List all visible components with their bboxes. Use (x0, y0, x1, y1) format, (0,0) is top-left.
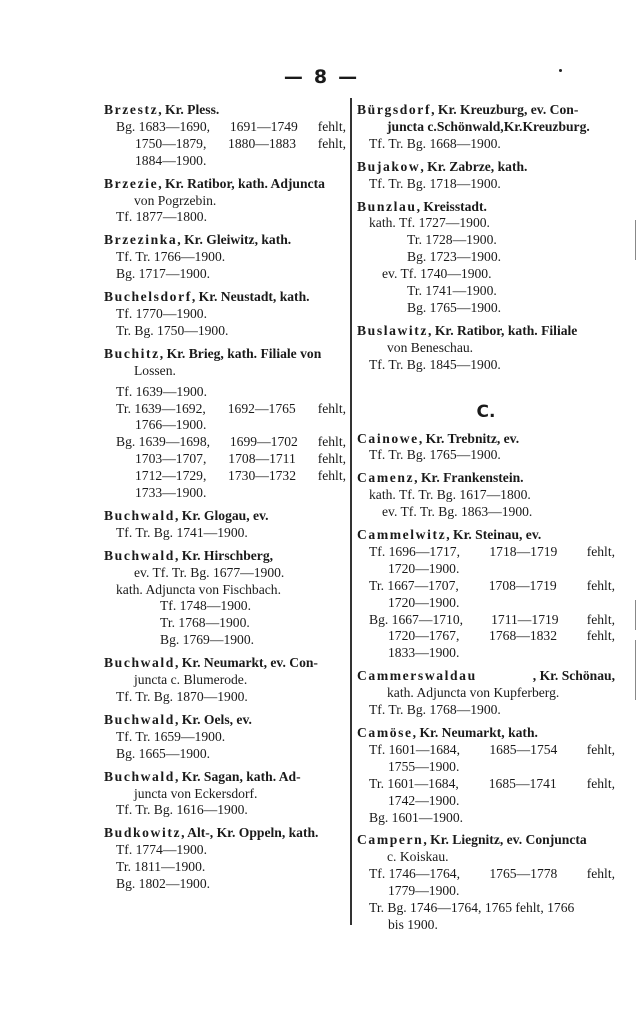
record-line: Tr. 1741—1900. (407, 283, 497, 299)
place-name: Brzestz (104, 102, 159, 117)
place-details: , Kr. Zabrze, kath. (420, 158, 528, 174)
place-details: , Kreisstadt. (416, 198, 487, 214)
place-details: , Kr. Gleiwitz, kath. (177, 232, 292, 248)
entry-buchwald-neumarkt (104, 655, 346, 706)
record-line: Bg. 1639—1698, 1699—1702 fehlt, (116, 434, 346, 450)
record-line: Tf. Tr. 1766—1900. (116, 249, 226, 265)
place-details: , Kr. Neumarkt, ev. Con- (174, 655, 318, 671)
record-line: bis 1900. (388, 916, 438, 932)
record-line: Tf. 1639—1900. (116, 383, 207, 399)
place-name: Camenz (357, 470, 415, 486)
entry-heading (104, 548, 346, 565)
entry-campern (357, 832, 615, 933)
entry-heading (104, 655, 346, 672)
record-line: Bg. 1802—1900. (116, 876, 211, 892)
entry-cainowe (357, 431, 615, 465)
header-dash-right: — (338, 66, 359, 88)
record-line: Tr. 1667—1707, 1708—1719 fehlt, (369, 577, 615, 593)
place-details: , Kr. Frankenstein. (414, 470, 524, 486)
record-line: Tr. 1768—1900. (160, 615, 250, 631)
record-line: Tr. Bg. 1746—1764, 1765 fehlt, 1766 (369, 900, 575, 916)
place-name: Cammerswaldau (357, 668, 477, 684)
entry-buslawitz (357, 323, 615, 374)
left-column (104, 102, 346, 899)
record-line: Tf. Tr. Bg. 1845—1900. (369, 356, 501, 372)
record-line: Bg. 1665—1900. (116, 745, 211, 761)
entry-buchitz (104, 346, 346, 502)
record-line: Tr. 1811—1900. (116, 859, 206, 875)
record-line: Tf. 1748—1900. (160, 598, 251, 614)
record-line: Tr. 1601—1684, 1685—1741 fehlt, (369, 775, 615, 791)
place-name: Budkowitz (104, 825, 182, 841)
place-name: Camöse (357, 725, 413, 740)
place-details: , Kr. Glogau, ev. (174, 507, 269, 523)
entry-heading (104, 102, 346, 119)
page-edge-mark (635, 600, 636, 630)
record-line: 1720—1767, 1768—1832 fehlt, (388, 628, 615, 644)
entry-heading (104, 289, 346, 306)
record-line: Tf. Tr. Bg. 1616—1900. (116, 802, 248, 818)
record-line: Bg. 1717—1900. (116, 266, 211, 282)
place-details: , Kr. Schönau, (532, 668, 615, 684)
place-details: , Kr. Trebnitz, ev. (418, 430, 520, 446)
right-column (357, 102, 615, 940)
place-name: Buchwald (104, 547, 175, 563)
record-line: Bg. 1765—1900. (407, 299, 502, 315)
record-line: Tf. 1877—1800. (116, 209, 207, 225)
entry-heading (357, 668, 615, 685)
heading-continuation: von Beneschau. (387, 339, 474, 355)
record-line: Tf. 1746—1764, 1765—1778 fehlt, (369, 866, 615, 882)
place-details: , Kr. Brieg, kath. Filiale von (159, 345, 322, 361)
page-number: 8 (313, 66, 329, 88)
record-line: 1712—1729, 1730—1732 fehlt, (135, 468, 346, 484)
place-name: Buchitz (104, 345, 160, 361)
place-name: Buchwald (104, 655, 175, 671)
place-name: Cammelwitz (357, 527, 447, 543)
heading-continuation: von Pogrzebin. (134, 192, 217, 208)
place-name: Cainowe (357, 430, 419, 446)
record-line: 1766—1900. (135, 417, 207, 433)
section-heading-c: C. (476, 401, 496, 422)
place-details: , Alt-, Kr. Oppeln, kath. (181, 825, 319, 841)
place-details: , Kr. Ratibor, kath. Adjuncta (158, 175, 325, 191)
entry-cammelwitz (357, 527, 615, 662)
place-details: , Kr. Sagan, kath. Ad- (174, 768, 301, 784)
record-line: Bg. 1769—1900. (160, 632, 255, 648)
entry-cammerswaldau (357, 668, 615, 719)
record-line: Tf. Tr. Bg. 1718—1900. (369, 175, 501, 191)
record-line: Tf. Tr. Bg. 1870—1900. (116, 689, 248, 704)
entry-heading (357, 431, 615, 448)
record-line: 1750—1879, 1880—1883 fehlt, (135, 135, 346, 151)
print-speck (559, 69, 562, 72)
heading-continuation: juncta c.Schönwald,Kr.Kreuzburg. (387, 118, 590, 134)
place-name: Buchwald (104, 768, 175, 784)
record-line: Tf. 1774—1900. (116, 842, 207, 858)
entry-brzestz (104, 102, 346, 170)
place-name: Bunzlau (357, 198, 417, 214)
place-details: , Kr. Oels, ev. (174, 711, 252, 727)
entry-buchwald-hirschberg (104, 548, 346, 649)
entry-heading (357, 159, 615, 176)
heading-continuation: kath. Adjuncta von Kupferberg. (387, 685, 560, 701)
header-dash-left: — (283, 66, 304, 88)
page-edge-mark (635, 220, 636, 260)
heading-continuation: Lossen. (134, 362, 176, 378)
place-details: , Kr. Kreuzburg, ev. Con- (431, 102, 579, 117)
entry-bunzlau (357, 199, 615, 317)
place-name: Bürgsdorf (357, 102, 432, 117)
record-line: Tf. Tr. 1659—1900. (116, 728, 226, 744)
record-line: Tf. Tr. Bg. 1668—1900. (369, 135, 501, 151)
record-line: ev. Tf. 1740—1900. (382, 266, 492, 282)
entry-heading (357, 527, 615, 544)
heading-continuation: juncta von Eckersdorf. (134, 785, 258, 801)
entry-heading (357, 199, 615, 216)
record-line: Tf. Tr. Bg. 1741—1900. (116, 524, 248, 540)
entry-brzezie (104, 176, 346, 227)
place-details: , Kr. Hirschberg, (174, 547, 274, 563)
place-details: , Kr. Pless. (158, 102, 220, 117)
entry-buergsdorf (357, 102, 615, 153)
entry-heading (357, 725, 615, 742)
record-line: Tr. 1728—1900. (407, 232, 497, 248)
place-name: Buchelsdorf (104, 289, 192, 305)
entry-buchwald-glogau (104, 508, 346, 542)
page-header (0, 66, 642, 88)
column-divider (350, 98, 352, 925)
record-line: Bg. 1723—1900. (407, 249, 502, 265)
entry-heading (357, 832, 615, 849)
place-details: , Kr. Ratibor, kath. Filiale (428, 322, 578, 338)
record-line: kath. Tf. Tr. Bg. 1617—1800. (369, 487, 531, 503)
entry-bujakow (357, 159, 615, 193)
entry-heading (104, 825, 346, 842)
entry-camenz (357, 470, 615, 521)
heading-continuation: ev. Tf. Tr. Bg. 1677—1900. (134, 564, 285, 580)
entry-buchelsdorf (104, 289, 346, 340)
record-line: 1755—1900. (388, 758, 460, 774)
heading-continuation: c. Koiskau. (387, 849, 449, 865)
place-name: Buchwald (104, 711, 175, 727)
entry-buchwald-sagan (104, 769, 346, 820)
entry-budkowitz (104, 825, 346, 893)
place-name: Buchwald (104, 507, 175, 523)
sub-heading: kath. Adjuncta von Fischbach. (116, 581, 281, 597)
record-line: 1742—1900. (388, 792, 460, 808)
record-line: Tr. 1639—1692, 1692—1765 fehlt, (116, 400, 346, 416)
record-line: Tf. 1601—1684, 1685—1754 fehlt, (369, 741, 615, 757)
place-details: , Kr. Neustadt, kath. (191, 289, 310, 305)
record-line: Tf. 1770—1900. (116, 305, 207, 321)
record-line: Tf. 1696—1717, 1718—1719 fehlt, (369, 543, 615, 559)
place-name: Bujakow (357, 158, 421, 174)
record-line: 1720—1900. (388, 560, 460, 576)
place-details: , Kr. Liegnitz, ev. Conjuncta (423, 832, 587, 848)
record-line: 1720—1900. (388, 594, 460, 610)
place-name: Brzezie (104, 175, 159, 191)
place-name: Campern (357, 832, 424, 848)
record-line: 1733—1900. (135, 485, 207, 501)
entry-heading (104, 712, 346, 729)
entry-heading (357, 323, 615, 340)
entry-heading (104, 346, 346, 363)
heading-continuation: juncta c. Blumerode. (134, 672, 248, 688)
place-details: , Kr. Steinau, ev. (446, 527, 542, 543)
record-line: Bg. 1667—1710, 1711—1719 fehlt, (369, 611, 615, 627)
record-line: ev. Tf. Tr. Bg. 1863—1900. (382, 504, 533, 520)
record-line: 1779—1900. (388, 883, 460, 899)
record-line: Tf. Tr. Bg. 1765—1900. (369, 447, 501, 463)
record-line: Bg. 1601—1900. (369, 809, 464, 825)
place-name: Buslawitz (357, 322, 429, 338)
entry-heading (357, 470, 615, 487)
page-edge-mark (635, 640, 636, 700)
record-line: 1703—1707, 1708—1711 fehlt, (135, 451, 346, 467)
record-line: 1884—1900. (135, 152, 207, 168)
entry-buchwald-oels (104, 712, 346, 763)
place-name: Brzezinka (104, 232, 178, 248)
entry-heading (104, 232, 346, 249)
entry-camoese (357, 725, 615, 826)
record-line: kath. Tf. 1727—1900. (369, 215, 490, 231)
entry-heading (357, 102, 615, 119)
place-details: , Kr. Neumarkt, kath. (412, 725, 538, 740)
record-line: 1833—1900. (388, 645, 460, 661)
record-line: Tf. Tr. Bg. 1768—1900. (369, 702, 501, 718)
entry-brzezinka (104, 232, 346, 283)
entry-heading (104, 769, 346, 786)
record-line: Tr. Bg. 1750—1900. (116, 322, 229, 338)
entry-heading (104, 176, 346, 193)
entry-heading (104, 508, 346, 525)
record-line: Bg. 1683—1690, 1691—1749 fehlt, (116, 118, 346, 134)
